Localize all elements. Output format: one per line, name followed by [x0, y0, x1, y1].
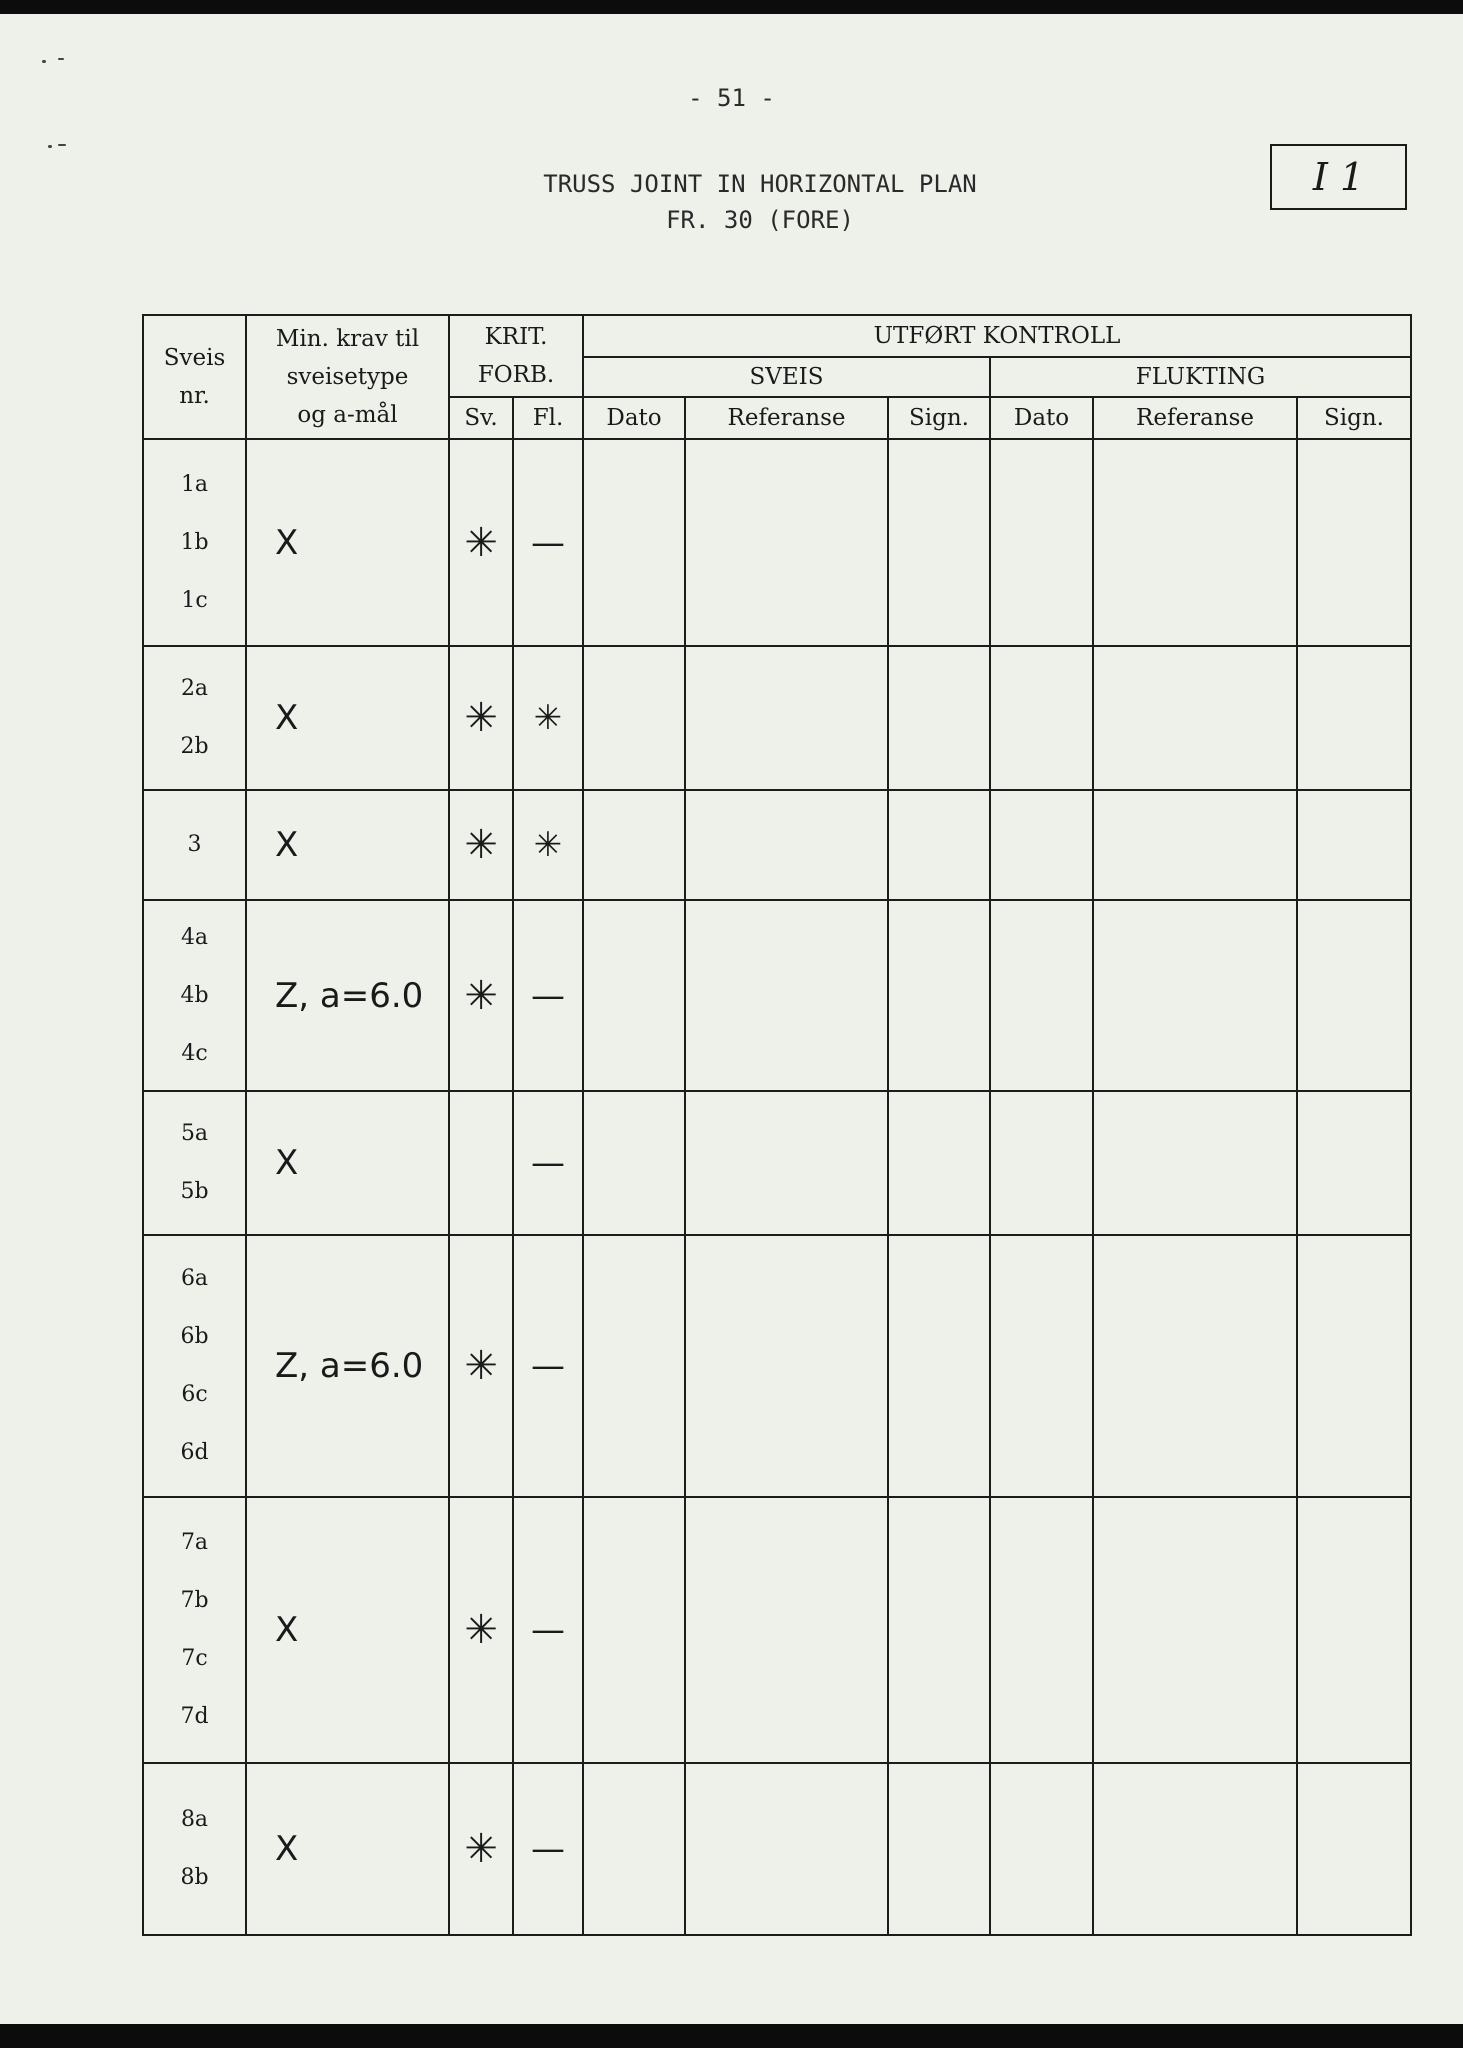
sveis-dato-cell: [583, 1091, 685, 1235]
joint-ids-cell: 5a 5b: [143, 1091, 246, 1235]
flukting-sign-cell: [1297, 1497, 1411, 1763]
sveis-dato-cell: [583, 1763, 685, 1935]
flukting-dato-cell: [990, 790, 1093, 901]
requirement-cell: X: [246, 439, 449, 646]
flukting-referanse-cell: [1093, 790, 1297, 901]
flukting-sign-cell: [1297, 1235, 1411, 1496]
flukting-referanse-cell: [1093, 1235, 1297, 1496]
sveis-referanse-cell: [685, 1497, 888, 1763]
scan-speck: [58, 58, 64, 60]
sveis-dato-cell: [583, 900, 685, 1091]
flukting-referanse-cell: [1093, 439, 1297, 646]
krit-sv-cell: ✳: [449, 900, 513, 1091]
sveis-referanse-cell: [685, 1091, 888, 1235]
document-page: [0, 14, 1463, 2024]
document-title: [330, 166, 1190, 238]
header-utfort-kontroll: UTFØRT KONTROLL: [583, 315, 1411, 357]
flukting-referanse-cell: [1093, 900, 1297, 1091]
krit-sv-cell: [449, 1091, 513, 1235]
header-flukting-dato: Dato: [990, 397, 1093, 439]
flukting-sign-cell: [1297, 439, 1411, 646]
table-row: [143, 439, 1411, 646]
header-sveis: SVEIS: [583, 357, 990, 397]
table-row: [143, 1235, 1411, 1496]
flukting-dato-cell: [990, 1235, 1093, 1496]
flukting-sign-cell: [1297, 646, 1411, 790]
header-krit-forb-text: KRIT. FORB.: [477, 324, 555, 388]
krit-sv-cell: ✳: [449, 646, 513, 790]
header-flukting-sign: Sign.: [1297, 397, 1411, 439]
sveis-sign-cell: [888, 1235, 990, 1496]
table-row: [143, 900, 1411, 1091]
krit-fl-cell: ✳: [513, 646, 583, 790]
joint-ids-cell: 7a 7b 7c 7d: [143, 1497, 246, 1763]
flukting-dato-cell: [990, 1763, 1093, 1935]
requirement-cell: Z, a=6.0: [246, 1235, 449, 1496]
flukting-referanse-cell: [1093, 1763, 1297, 1935]
sveis-referanse-cell: [685, 790, 888, 901]
joint-ids-cell: 4a 4b 4c: [143, 900, 246, 1091]
requirement-cell: X: [246, 646, 449, 790]
sveis-referanse-cell: [685, 1235, 888, 1496]
sveis-sign-cell: [888, 1763, 990, 1935]
scan-speck: [58, 144, 66, 146]
sveis-dato-cell: [583, 790, 685, 901]
header-krit-forb: [449, 315, 583, 397]
krit-sv-cell: ✳: [449, 1497, 513, 1763]
sveis-dato-cell: [583, 646, 685, 790]
joint-ids-cell: 6a 6b 6c 6d: [143, 1235, 246, 1496]
joint-ids-cell: 1a 1b 1c: [143, 439, 246, 646]
requirement-cell: X: [246, 1763, 449, 1935]
table-body: [143, 439, 1411, 1935]
flukting-sign-cell: [1297, 900, 1411, 1091]
joint-ids-cell: 8a 8b: [143, 1763, 246, 1935]
header-sveis-nr-text: Sveis nr.: [163, 345, 226, 409]
table-row: [143, 790, 1411, 901]
sveis-referanse-cell: [685, 1763, 888, 1935]
title-line-1: TRUSS JOINT IN HORIZONTAL PLAN: [543, 170, 977, 198]
krit-fl-cell: —: [513, 1497, 583, 1763]
sveis-sign-cell: [888, 646, 990, 790]
header-flukting: FLUKTING: [990, 357, 1411, 397]
flukting-dato-cell: [990, 646, 1093, 790]
krit-fl-cell: —: [513, 1235, 583, 1496]
krit-fl-cell: —: [513, 439, 583, 646]
header-sveis-dato: Dato: [583, 397, 685, 439]
table-row: [143, 646, 1411, 790]
flukting-dato-cell: [990, 439, 1093, 646]
joint-ids-cell: 2a 2b: [143, 646, 246, 790]
weld-control-table: [142, 314, 1412, 1936]
requirement-cell: Z, a=6.0: [246, 900, 449, 1091]
krit-sv-cell: ✳: [449, 790, 513, 901]
table-row: [143, 1763, 1411, 1935]
sveis-referanse-cell: [685, 646, 888, 790]
joint-ids-cell: 3: [143, 790, 246, 901]
title-line-2: FR. 30 (FORE): [666, 206, 854, 234]
krit-fl-cell: ✳: [513, 790, 583, 901]
table-row: [143, 1091, 1411, 1235]
flukting-dato-cell: [990, 900, 1093, 1091]
krit-sv-cell: ✳: [449, 439, 513, 646]
krit-fl-cell: —: [513, 1763, 583, 1935]
sveis-dato-cell: [583, 1235, 685, 1496]
requirement-cell: X: [246, 1091, 449, 1235]
flukting-sign-cell: [1297, 1763, 1411, 1935]
sveis-sign-cell: [888, 900, 990, 1091]
sveis-referanse-cell: [685, 900, 888, 1091]
header-sveis-sign: Sign.: [888, 397, 990, 439]
krit-fl-cell: —: [513, 900, 583, 1091]
header-fl: Fl.: [513, 397, 583, 439]
table-row: [143, 1497, 1411, 1763]
krit-sv-cell: ✳: [449, 1763, 513, 1935]
sveis-sign-cell: [888, 439, 990, 646]
flukting-dato-cell: [990, 1091, 1093, 1235]
page-number: - 51 -: [688, 84, 775, 112]
scan-speck: [42, 60, 46, 63]
header-min-krav-text: Min. krav til sveisetype og a-mål: [275, 326, 420, 428]
sveis-dato-cell: [583, 1497, 685, 1763]
flukting-referanse-cell: [1093, 1091, 1297, 1235]
header-sveis-nr: [143, 315, 246, 439]
sveis-sign-cell: [888, 790, 990, 901]
sheet-id-box: I 1: [1270, 144, 1407, 210]
sveis-sign-cell: [888, 1091, 990, 1235]
header-min-krav: [246, 315, 449, 439]
sveis-dato-cell: [583, 439, 685, 646]
sveis-referanse-cell: [685, 439, 888, 646]
header-sv: Sv.: [449, 397, 513, 439]
scan-speck: [48, 145, 52, 148]
header-flukting-referanse: Referanse: [1093, 397, 1297, 439]
flukting-dato-cell: [990, 1497, 1093, 1763]
flukting-referanse-cell: [1093, 646, 1297, 790]
requirement-cell: X: [246, 1497, 449, 1763]
requirement-cell: X: [246, 790, 449, 901]
flukting-sign-cell: [1297, 790, 1411, 901]
sveis-sign-cell: [888, 1497, 990, 1763]
flukting-referanse-cell: [1093, 1497, 1297, 1763]
krit-fl-cell: —: [513, 1091, 583, 1235]
header-sveis-referanse: Referanse: [685, 397, 888, 439]
flukting-sign-cell: [1297, 1091, 1411, 1235]
krit-sv-cell: ✳: [449, 1235, 513, 1496]
